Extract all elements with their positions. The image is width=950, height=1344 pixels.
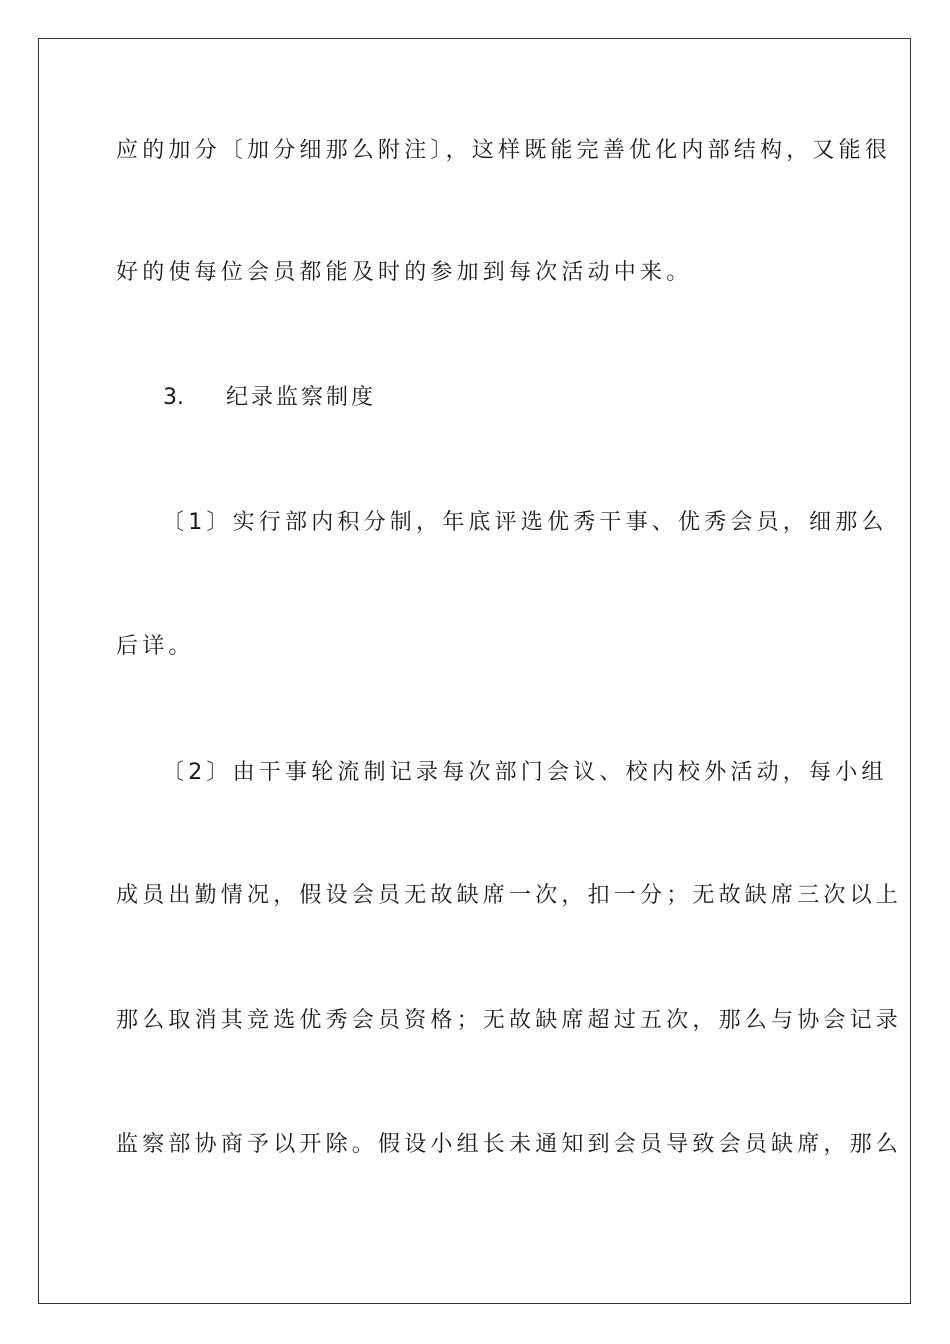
- section-number: 3.: [163, 385, 184, 410]
- list-item-line: 成员出勤情况，假设会员无故缺席一次，扣一分；无故缺席三次以上: [116, 883, 903, 908]
- page-frame: [38, 38, 911, 1304]
- list-item-line: 那么取消其竞选优秀会员资格；无故缺席超过五次，那么与协会记录: [116, 1008, 903, 1033]
- list-item-line: 后详。: [116, 634, 195, 659]
- section-title: 纪录监察制度: [226, 385, 377, 410]
- paragraph-line: 好的使每位会员都能及时的参加到每次活动中来。: [116, 260, 693, 285]
- list-item-first-line: 〔1〕实行部内积分制，年底评选优秀干事、优秀会员，细那么: [162, 510, 888, 535]
- paragraph-line: 应的加分〔加分细那么附注〕，这样既能完善优化内部结构，又能很: [116, 138, 892, 163]
- list-item-first-line: 〔2〕由干事轮流制记录每次部门会议、校内校外活动，每小组: [162, 760, 888, 785]
- list-item-line: 监察部协商予以开除。假设小组长未通知到会员导致会员缺席，那么: [116, 1132, 903, 1157]
